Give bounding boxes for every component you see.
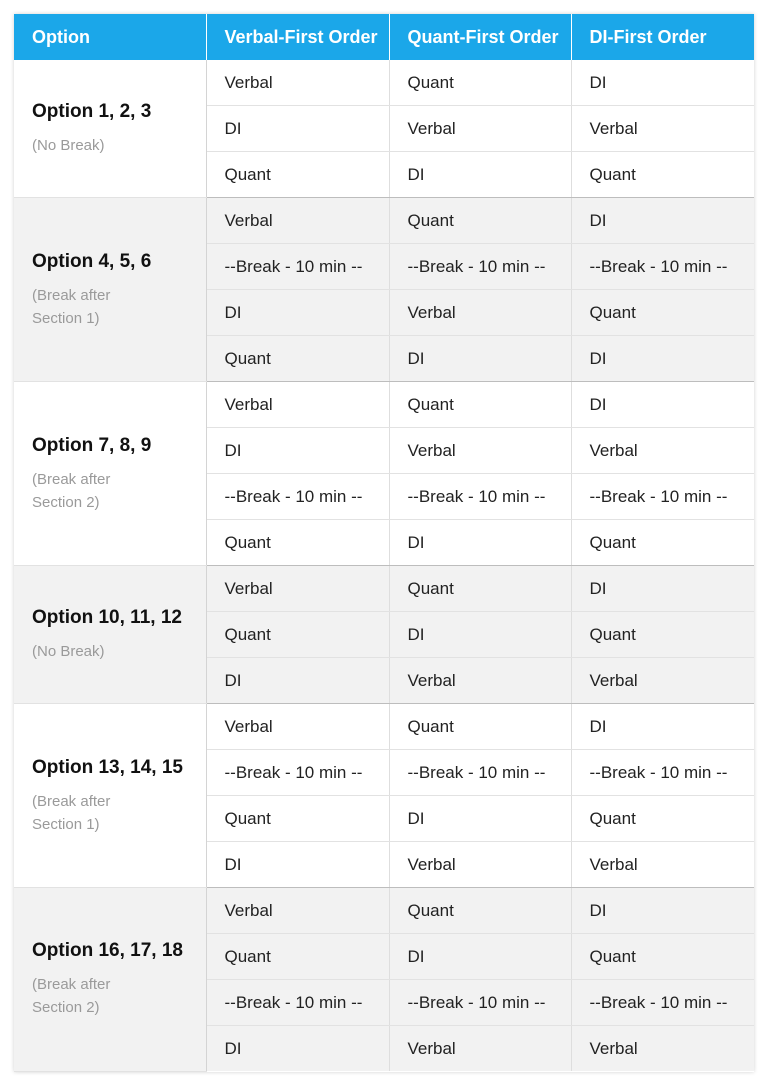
verbal-first-cell: --Break - 10 min -- <box>206 244 389 290</box>
verbal-first-cell: --Break - 10 min -- <box>206 474 389 520</box>
option-group-title: Option 10, 11, 12 <box>32 607 182 628</box>
di-first-cell: Quant <box>571 290 754 336</box>
di-first-cell: DI <box>571 566 754 612</box>
option-group-note: (Break after Section 2) <box>32 976 111 1017</box>
quant-first-cell: Quant <box>389 60 571 106</box>
di-first-cell: DI <box>571 704 754 750</box>
quant-first-cell: Quant <box>389 888 571 934</box>
option-group-note: (No Break) <box>32 137 105 154</box>
verbal-first-cell: Quant <box>206 796 389 842</box>
option-group-note: (Break after Section 1) <box>32 286 111 327</box>
section-order-table-container <box>14 14 754 1072</box>
verbal-first-cell: Quant <box>206 612 389 658</box>
quant-first-cell: Verbal <box>389 658 571 704</box>
verbal-first-cell: Verbal <box>206 60 389 106</box>
di-first-cell: Quant <box>571 796 754 842</box>
quant-first-cell: DI <box>389 152 571 198</box>
option-group-cell <box>14 888 206 1072</box>
di-first-cell: DI <box>571 888 754 934</box>
table-row <box>14 704 754 750</box>
table-body <box>14 60 754 1071</box>
quant-first-cell: Quant <box>389 704 571 750</box>
quant-first-cell: Quant <box>389 198 571 244</box>
option-group-title: Option 7, 8, 9 <box>32 434 152 456</box>
di-first-cell: --Break - 10 min -- <box>571 244 754 290</box>
quant-first-cell: --Break - 10 min -- <box>389 980 571 1026</box>
quant-first-cell: --Break - 10 min -- <box>389 244 571 290</box>
table-header <box>14 14 754 60</box>
di-first-cell: Verbal <box>571 842 754 888</box>
verbal-first-cell: DI <box>206 658 389 704</box>
verbal-first-cell: DI <box>206 842 389 888</box>
quant-first-cell: DI <box>389 336 571 382</box>
di-first-cell: DI <box>571 60 754 106</box>
verbal-first-cell: Verbal <box>206 888 389 934</box>
option-group-title: Option 1, 2, 3 <box>32 101 152 122</box>
quant-first-cell: DI <box>389 520 571 566</box>
table-row <box>14 382 754 428</box>
verbal-first-cell: DI <box>206 290 389 336</box>
header-row <box>14 14 754 60</box>
table-row <box>14 198 754 244</box>
di-first-cell: DI <box>571 382 754 428</box>
quant-first-cell: Verbal <box>389 842 571 888</box>
di-first-cell: DI <box>571 336 754 382</box>
quant-first-cell: Verbal <box>389 290 571 336</box>
option-group-title: Option 4, 5, 6 <box>32 250 152 272</box>
verbal-first-cell: --Break - 10 min -- <box>206 980 389 1026</box>
option-group-title: Option 16, 17, 18 <box>32 940 183 962</box>
verbal-first-cell: Quant <box>206 336 389 382</box>
verbal-first-cell: --Break - 10 min -- <box>206 750 389 796</box>
option-group-note: (No Break) <box>32 643 105 660</box>
di-first-cell: --Break - 10 min -- <box>571 980 754 1026</box>
di-first-cell: Quant <box>571 520 754 566</box>
section-order-table <box>14 14 754 1072</box>
di-first-cell: Verbal <box>571 106 754 152</box>
quant-first-cell: Verbal <box>389 106 571 152</box>
di-first-cell: Quant <box>571 612 754 658</box>
header-option: Option <box>14 14 206 60</box>
verbal-first-cell: Quant <box>206 520 389 566</box>
di-first-cell: DI <box>571 198 754 244</box>
verbal-first-cell: Quant <box>206 152 389 198</box>
verbal-first-cell: Verbal <box>206 704 389 750</box>
quant-first-cell: Verbal <box>389 1026 571 1072</box>
option-group-cell <box>14 566 206 704</box>
verbal-first-cell: DI <box>206 1026 389 1072</box>
verbal-first-cell: DI <box>206 106 389 152</box>
verbal-first-cell: Verbal <box>206 566 389 612</box>
header-quant-first-order: Quant-First Order <box>389 14 571 60</box>
di-first-cell: --Break - 10 min -- <box>571 750 754 796</box>
di-first-cell: Quant <box>571 152 754 198</box>
di-first-cell: Quant <box>571 934 754 980</box>
option-group-title: Option 13, 14, 15 <box>32 756 183 778</box>
quant-first-cell: DI <box>389 796 571 842</box>
option-group-note: (Break after Section 2) <box>32 470 111 511</box>
di-first-cell: Verbal <box>571 658 754 704</box>
di-first-cell: --Break - 10 min -- <box>571 474 754 520</box>
table-row <box>14 60 754 106</box>
header-verbal-first-order: Verbal-First Order <box>206 14 389 60</box>
option-group-cell <box>14 60 206 198</box>
verbal-first-cell: Verbal <box>206 382 389 428</box>
quant-first-cell: Verbal <box>389 428 571 474</box>
option-group-note: (Break after Section 1) <box>32 792 111 833</box>
quant-first-cell: Quant <box>389 566 571 612</box>
table-row <box>14 888 754 934</box>
quant-first-cell: Quant <box>389 382 571 428</box>
table-row <box>14 566 754 612</box>
option-group-cell <box>14 704 206 888</box>
header-di-first-order: DI-First Order <box>571 14 754 60</box>
quant-first-cell: DI <box>389 934 571 980</box>
verbal-first-cell: DI <box>206 428 389 474</box>
quant-first-cell: DI <box>389 612 571 658</box>
quant-first-cell: --Break - 10 min -- <box>389 474 571 520</box>
di-first-cell: Verbal <box>571 428 754 474</box>
option-group-cell <box>14 382 206 566</box>
di-first-cell: Verbal <box>571 1026 754 1072</box>
option-group-cell <box>14 198 206 382</box>
verbal-first-cell: Quant <box>206 934 389 980</box>
verbal-first-cell: Verbal <box>206 198 389 244</box>
quant-first-cell: --Break - 10 min -- <box>389 750 571 796</box>
